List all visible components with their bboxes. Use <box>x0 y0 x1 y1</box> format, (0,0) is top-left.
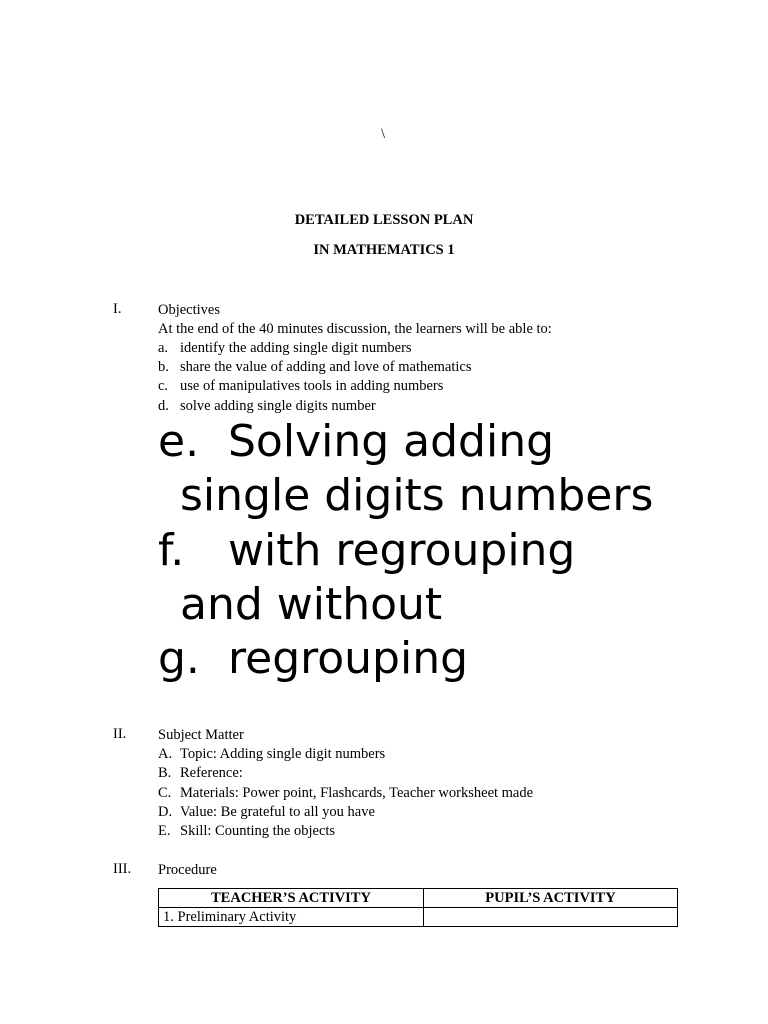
large-objective-label: g. <box>158 633 200 684</box>
large-objective-text: with regrouping <box>228 525 576 576</box>
objective-text: share the value of adding and love of mathematics <box>180 359 472 375</box>
subject-item <box>158 803 678 822</box>
large-objective-item <box>158 469 718 523</box>
subject-text: Materials: Power point, Flashcards, Teacher worksheet made <box>180 785 534 801</box>
subject-label: B. <box>158 765 172 781</box>
table-cell: 1. Preliminary Activity <box>159 908 424 927</box>
table-header-row <box>159 889 678 908</box>
table-cell <box>424 908 678 927</box>
subject-text: Reference: <box>180 765 243 781</box>
section-numeral-subject-matter: II. <box>113 726 127 742</box>
large-objective-label: e. <box>158 416 200 467</box>
section-heading-procedure: Procedure <box>158 862 217 878</box>
section-heading-subject-matter: Subject Matter <box>158 727 244 743</box>
header-pupil-activity: PUPIL’S ACTIVITY <box>424 889 678 908</box>
objective-item <box>158 377 678 396</box>
objective-label: a. <box>158 340 169 356</box>
document-subtitle: IN MATHEMATICS 1 <box>313 242 455 258</box>
large-objective-item <box>158 524 718 578</box>
objective-text: solve adding single digits number <box>180 398 376 414</box>
objective-text: use of manipulatives tools in adding numbers <box>180 378 444 394</box>
document-title: DETAILED LESSON PLAN <box>294 212 474 228</box>
subject-label: C. <box>158 785 172 801</box>
large-objective-label: f. <box>158 525 185 576</box>
backslash-mark: \ <box>381 126 386 142</box>
subject-item <box>158 822 678 841</box>
subject-label: E. <box>158 823 171 839</box>
section-heading-objectives: Objectives <box>158 302 221 318</box>
objective-item <box>158 397 678 416</box>
objective-label: b. <box>158 359 169 375</box>
objective-text: identify the adding single digit numbers <box>180 340 412 356</box>
large-objective-item <box>158 578 718 632</box>
objective-label: c. <box>158 378 169 394</box>
large-objective-item <box>158 632 718 686</box>
procedure-table <box>158 888 678 927</box>
subject-label: D. <box>158 804 173 820</box>
subject-label: A. <box>158 746 173 762</box>
objectives-intro: At the end of the 40 minutes discussion, the learners will be able to: <box>158 321 552 337</box>
section-numeral-procedure: III. <box>113 861 132 877</box>
objective-label: d. <box>158 398 169 414</box>
large-objective-text: regrouping <box>228 633 469 684</box>
large-objective-text: single digits numbers <box>180 470 654 521</box>
subject-text: Value: Be grateful to all you have <box>180 804 375 820</box>
subject-item <box>158 764 678 783</box>
subject-item <box>158 745 678 764</box>
table-row <box>159 908 678 927</box>
header-teacher-activity: TEACHER’S ACTIVITY <box>159 889 424 908</box>
large-objective-item <box>158 415 718 469</box>
large-objective-text: and without <box>180 579 443 630</box>
section-numeral-objectives: I. <box>113 301 122 317</box>
subject-text: Skill: Counting the objects <box>180 823 336 839</box>
large-objective-text: Solving adding <box>228 416 555 467</box>
subject-text: Topic: Adding single digit numbers <box>180 746 386 762</box>
objective-item <box>158 358 678 377</box>
subject-item <box>158 784 678 803</box>
objective-item <box>158 339 678 358</box>
